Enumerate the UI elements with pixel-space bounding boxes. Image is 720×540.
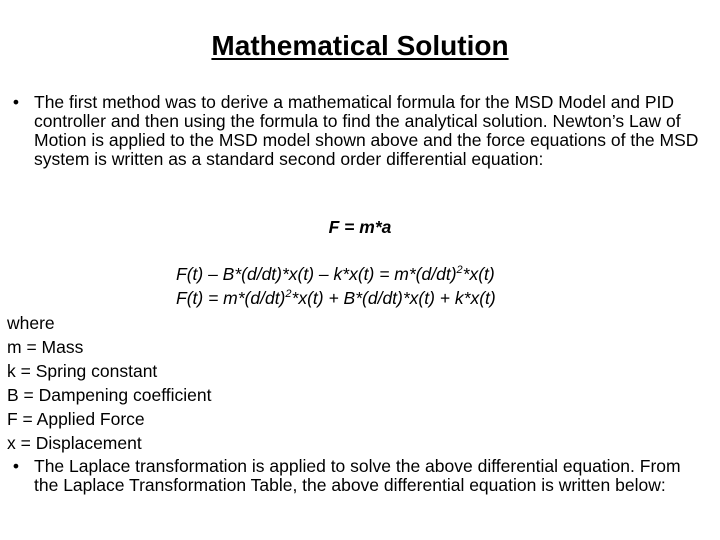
definition-applied-force: F = Applied Force — [7, 409, 145, 429]
definition-mass: m = Mass — [7, 337, 84, 357]
equation-force-balance — [176, 263, 495, 285]
equation-force-balance-left: F(t) – B*(d/dt)*x(t) – k*x(t) = m*(d/dt) — [176, 264, 457, 284]
bullet-dot: • — [12, 92, 20, 112]
slide-title-text: Mathematical Solution — [211, 30, 509, 61]
equation-force-rearranged-left: F(t) = m*(d/dt) — [176, 288, 286, 308]
bullet-text-laplace: The Laplace transformation is applied to solve the above differential equation. From the Laplace Transformation Table, the above differential equation is written below: — [34, 456, 681, 495]
bullet-paragraph-laplace — [10, 457, 700, 495]
equation-force-balance-right: *x(t) — [462, 264, 495, 284]
equation-force-rearranged-exponent: 2 — [285, 288, 292, 301]
slide-title — [0, 28, 720, 64]
bullet-dot: • — [12, 456, 20, 476]
definition-dampening-coefficient: B = Dampening coefficient — [7, 385, 212, 405]
definitions-intro: where — [7, 313, 55, 333]
bullet-text-intro: The first method was to derive a mathematical formula for the MSD Model and PID controller and then using the formula to find the analytical solution. Newton’s Law of Motion is applied to the MSD model shown above and the force equations of the MSD system is written as a standard second order differential equation: — [34, 92, 699, 169]
bullet-paragraph-intro — [10, 93, 700, 169]
definition-displacement: x = Displacement — [7, 433, 142, 453]
definition-spring-constant: k = Spring constant — [7, 361, 158, 381]
equation-force-rearranged — [176, 287, 496, 309]
equation-newton-law: F = m*a — [328, 217, 392, 237]
equation-force-balance-exponent: 2 — [456, 264, 463, 277]
equation-force-rearranged-right: *x(t) + B*(d/dt)*x(t) + k*x(t) — [291, 288, 496, 308]
